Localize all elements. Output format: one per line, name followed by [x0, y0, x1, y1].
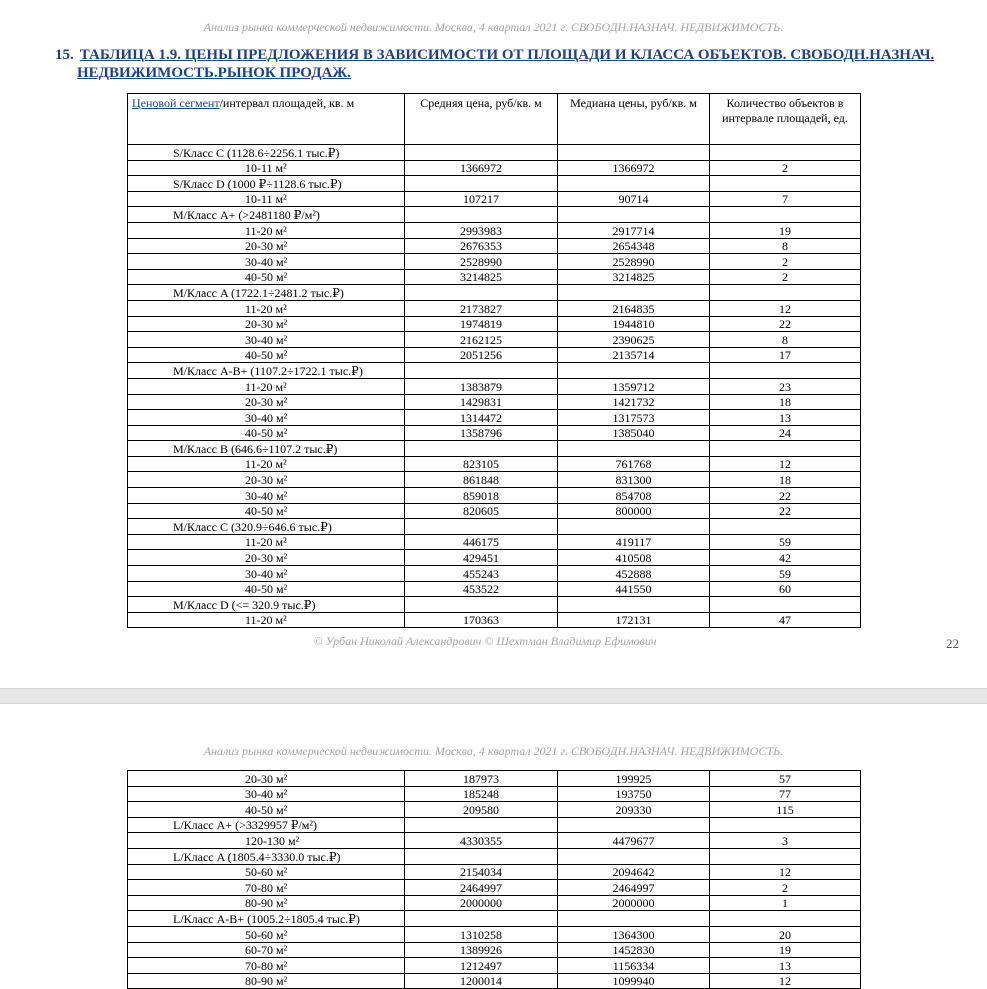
segment-label: L/Класс A (1805.4÷3330.0 тыс.₽) — [128, 848, 405, 864]
area-interval: 70-80 м² — [128, 958, 405, 974]
area-interval: 30-40 м² — [128, 488, 405, 504]
median-price-cell: 4479677 — [558, 833, 710, 849]
area-interval: 11-20 м² — [128, 534, 405, 550]
avg-price-cell — [405, 441, 558, 457]
avg-price-cell: 1212497 — [405, 958, 558, 974]
object-count-cell: 3 — [710, 833, 861, 849]
segment-label: S/Класс D (1000 ₽÷1128.6 тыс.₽) — [128, 176, 405, 192]
running-header: Анализ рынка коммерческой недвижимости. Москва, 4 квартал 2021 г. СВОБОДН.НАЗНАЧ. НЕДВИЖИМОСТЬ. — [203, 20, 784, 34]
object-count-cell: 57 — [710, 771, 861, 787]
avg-price-cell — [405, 817, 558, 833]
table-row — [128, 942, 861, 958]
table-row — [128, 973, 861, 989]
object-count-cell: 1 — [710, 895, 861, 911]
object-count-cell: 19 — [710, 942, 861, 958]
avg-price-cell: 2162125 — [405, 332, 558, 348]
table-row — [128, 222, 861, 238]
page-separator — [0, 688, 987, 704]
avg-price-cell: 859018 — [405, 488, 558, 504]
object-count-cell — [710, 597, 861, 613]
area-interval: 40-50 м² — [128, 347, 405, 363]
median-price-cell: 2654348 — [558, 238, 710, 254]
area-interval: 10-11 м² — [128, 191, 405, 207]
segment-group-row — [128, 145, 861, 161]
table-row — [128, 425, 861, 441]
header-median-price: Медиана цены, руб/кв. м — [558, 94, 710, 145]
area-interval: 11-20 м² — [128, 378, 405, 394]
object-count-cell: 12 — [710, 973, 861, 989]
object-count-cell: 2 — [710, 254, 861, 270]
area-interval: 30-40 м² — [128, 786, 405, 802]
median-price-cell: 854708 — [558, 488, 710, 504]
avg-price-cell: 2000000 — [405, 895, 558, 911]
table-row — [128, 160, 861, 176]
table-row — [128, 566, 861, 582]
median-price-cell: 761768 — [558, 456, 710, 472]
median-price-cell: 1385040 — [558, 425, 710, 441]
median-price-cell — [558, 441, 710, 457]
object-count-cell: 8 — [710, 238, 861, 254]
avg-price-cell: 2051256 — [405, 347, 558, 363]
object-count-cell: 12 — [710, 864, 861, 880]
area-interval: 20-30 м² — [128, 472, 405, 488]
avg-price-cell: 1366972 — [405, 160, 558, 176]
table-row — [128, 456, 861, 472]
object-count-cell — [710, 207, 861, 223]
area-interval: 30-40 м² — [128, 332, 405, 348]
area-interval: 30-40 м² — [128, 254, 405, 270]
table-row — [128, 503, 861, 519]
area-interval: 11-20 м² — [128, 456, 405, 472]
area-interval: 40-50 м² — [128, 425, 405, 441]
table-row — [128, 316, 861, 332]
avg-price-cell: 2676353 — [405, 238, 558, 254]
median-price-cell — [558, 817, 710, 833]
object-count-cell — [710, 176, 861, 192]
object-count-cell — [710, 817, 861, 833]
median-price-cell — [558, 519, 710, 535]
median-price-cell: 1944810 — [558, 316, 710, 332]
object-count-cell: 60 — [710, 581, 861, 597]
object-count-cell: 2 — [710, 880, 861, 896]
table-row — [128, 926, 861, 942]
median-price-cell: 209330 — [558, 802, 710, 818]
median-price-cell: 1156334 — [558, 958, 710, 974]
table-row — [128, 472, 861, 488]
object-count-cell: 13 — [710, 410, 861, 426]
header-avg-price: Средняя цена, руб/кв. м — [405, 94, 558, 145]
table-row — [128, 254, 861, 270]
object-count-cell: 77 — [710, 786, 861, 802]
header-object-count: Количество объектов в интервале площадей, ед. — [710, 94, 861, 145]
object-count-cell: 59 — [710, 566, 861, 582]
avg-price-cell: 1389926 — [405, 942, 558, 958]
median-price-cell — [558, 207, 710, 223]
avg-price-cell: 446175 — [405, 534, 558, 550]
median-price-cell: 1421732 — [558, 394, 710, 410]
median-price-cell: 3214825 — [558, 269, 710, 285]
table-header-row — [128, 94, 861, 145]
avg-price-cell: 185248 — [405, 786, 558, 802]
median-price-cell: 1359712 — [558, 378, 710, 394]
avg-price-cell — [405, 597, 558, 613]
table-row — [128, 238, 861, 254]
price-table-continued — [127, 770, 861, 989]
avg-price-cell: 2464997 — [405, 880, 558, 896]
object-count-cell: 2 — [710, 160, 861, 176]
object-count-cell: 59 — [710, 534, 861, 550]
avg-price-cell — [405, 207, 558, 223]
object-count-cell: 8 — [710, 332, 861, 348]
object-count-cell: 18 — [710, 394, 861, 410]
table-row — [128, 488, 861, 504]
object-count-cell — [710, 145, 861, 161]
median-price-cell: 1099940 — [558, 973, 710, 989]
segment-group-row — [128, 441, 861, 457]
median-price-cell — [558, 363, 710, 379]
median-price-cell — [558, 597, 710, 613]
avg-price-cell: 455243 — [405, 566, 558, 582]
median-price-cell — [558, 911, 710, 927]
object-count-cell: 24 — [710, 425, 861, 441]
area-interval: 80-90 м² — [128, 895, 405, 911]
segment-label: M/Класс C (320.9÷646.6 тыс.₽) — [128, 519, 405, 535]
object-count-cell: 17 — [710, 347, 861, 363]
table-row — [128, 300, 861, 316]
table-row — [128, 269, 861, 285]
table-row — [128, 880, 861, 896]
object-count-cell: 47 — [710, 612, 861, 628]
area-interval: 11-20 м² — [128, 222, 405, 238]
median-price-cell: 2135714 — [558, 347, 710, 363]
median-price-cell — [558, 176, 710, 192]
median-price-cell — [558, 145, 710, 161]
median-price-cell: 1366972 — [558, 160, 710, 176]
avg-price-cell: 1429831 — [405, 394, 558, 410]
avg-price-cell: 453522 — [405, 581, 558, 597]
object-count-cell — [710, 285, 861, 301]
table-heading — [55, 46, 935, 82]
page-number: 22 — [946, 636, 959, 651]
segment-group-row — [128, 848, 861, 864]
segment-group-row — [128, 285, 861, 301]
area-interval: 70-80 м² — [128, 880, 405, 896]
median-price-cell: 193750 — [558, 786, 710, 802]
table-row — [128, 833, 861, 849]
object-count-cell: 22 — [710, 316, 861, 332]
avg-price-cell: 429451 — [405, 550, 558, 566]
median-price-cell: 1317573 — [558, 410, 710, 426]
object-count-cell: 7 — [710, 191, 861, 207]
area-interval: 11-20 м² — [128, 612, 405, 628]
area-interval: 20-30 м² — [128, 771, 405, 787]
median-price-cell: 831300 — [558, 472, 710, 488]
median-price-cell: 90714 — [558, 191, 710, 207]
median-price-cell: 2917714 — [558, 222, 710, 238]
median-price-cell: 2094642 — [558, 864, 710, 880]
segment-group-row — [128, 597, 861, 613]
avg-price-cell — [405, 363, 558, 379]
price-table-body — [128, 145, 861, 628]
area-interval: 50-60 м² — [128, 926, 405, 942]
segment-group-row — [128, 207, 861, 223]
price-table — [127, 93, 861, 628]
heading-line-2: НЕДВИЖИМОСТЬ.РЫНОК ПРОДАЖ. — [77, 65, 351, 81]
table-row — [128, 958, 861, 974]
area-interval: 10-11 м² — [128, 160, 405, 176]
area-interval: 80-90 м² — [128, 973, 405, 989]
area-interval: 11-20 м² — [128, 300, 405, 316]
table-row — [128, 410, 861, 426]
median-price-cell: 1364300 — [558, 926, 710, 942]
avg-price-cell — [405, 911, 558, 927]
avg-price-cell: 2154034 — [405, 864, 558, 880]
heading-number: 15. — [55, 47, 74, 63]
area-interval: 20-30 м² — [128, 394, 405, 410]
area-interval: 40-50 м² — [128, 269, 405, 285]
median-price-cell: 2464997 — [558, 880, 710, 896]
table-row — [128, 581, 861, 597]
median-price-cell: 441550 — [558, 581, 710, 597]
object-count-cell: 23 — [710, 378, 861, 394]
table-row — [128, 394, 861, 410]
segment-group-row — [128, 911, 861, 927]
median-price-cell: 419117 — [558, 534, 710, 550]
avg-price-cell: 1974819 — [405, 316, 558, 332]
segment-group-row — [128, 817, 861, 833]
segment-label: L/Класс A+ (>3329957 ₽/м²) — [128, 817, 405, 833]
table-row — [128, 332, 861, 348]
area-interval: 30-40 м² — [128, 410, 405, 426]
median-price-cell: 2000000 — [558, 895, 710, 911]
table-row — [128, 771, 861, 787]
segment-group-row — [128, 363, 861, 379]
area-interval: 40-50 м² — [128, 581, 405, 597]
segment-label: M/Класс A (1722.1÷2481.2 тыс.₽) — [128, 285, 405, 301]
avg-price-cell: 209580 — [405, 802, 558, 818]
avg-price-cell: 1358796 — [405, 425, 558, 441]
avg-price-cell: 2528990 — [405, 254, 558, 270]
area-interval: 20-30 м² — [128, 238, 405, 254]
avg-price-cell — [405, 145, 558, 161]
avg-price-cell: 1200014 — [405, 973, 558, 989]
table-row — [128, 534, 861, 550]
avg-price-cell: 1310258 — [405, 926, 558, 942]
median-price-cell: 2528990 — [558, 254, 710, 270]
median-price-cell: 172131 — [558, 612, 710, 628]
median-price-cell: 199925 — [558, 771, 710, 787]
object-count-cell: 22 — [710, 503, 861, 519]
segment-group-row — [128, 519, 861, 535]
avg-price-cell: 170363 — [405, 612, 558, 628]
header-segment — [128, 94, 405, 145]
avg-price-cell: 2173827 — [405, 300, 558, 316]
table-row — [128, 550, 861, 566]
copyright-footer: © Урбан Николай Александрович © Шехтман Владимир Ефимович — [313, 634, 657, 648]
avg-price-cell — [405, 519, 558, 535]
object-count-cell: 42 — [710, 550, 861, 566]
avg-price-cell: 187973 — [405, 771, 558, 787]
avg-price-cell — [405, 285, 558, 301]
avg-price-cell: 823105 — [405, 456, 558, 472]
table-row — [128, 347, 861, 363]
table-row — [128, 895, 861, 911]
median-price-cell — [558, 285, 710, 301]
median-price-cell: 410508 — [558, 550, 710, 566]
median-price-cell: 2164835 — [558, 300, 710, 316]
area-interval: 60-70 м² — [128, 942, 405, 958]
avg-price-cell: 4330355 — [405, 833, 558, 849]
object-count-cell — [710, 911, 861, 927]
median-price-cell: 800000 — [558, 503, 710, 519]
avg-price-cell: 861848 — [405, 472, 558, 488]
table-row — [128, 864, 861, 880]
area-interval: 30-40 м² — [128, 566, 405, 582]
segment-label: S/Класс C (1128.6÷2256.1 тыс.₽) — [128, 145, 405, 161]
area-interval: 20-30 м² — [128, 316, 405, 332]
object-count-cell: 22 — [710, 488, 861, 504]
segment-label: L/Класс A-B+ (1005.2÷1805.4 тыс.₽) — [128, 911, 405, 927]
table-row — [128, 786, 861, 802]
median-price-cell — [558, 848, 710, 864]
object-count-cell: 2 — [710, 269, 861, 285]
object-count-cell: 18 — [710, 472, 861, 488]
avg-price-cell: 1383879 — [405, 378, 558, 394]
area-interval: 120-130 м² — [128, 833, 405, 849]
segment-label: M/Класс D (<= 320.9 тыс.₽) — [128, 597, 405, 613]
price-segment-link[interactable]: Ценовой сегмент — [132, 96, 220, 110]
median-price-cell: 1452830 — [558, 942, 710, 958]
area-interval: 50-60 м² — [128, 864, 405, 880]
object-count-cell: 12 — [710, 300, 861, 316]
table-row — [128, 378, 861, 394]
running-header-page-2: Анализ рынка коммерческой недвижимости. Москва, 4 квартал 2021 г. СВОБОДН.НАЗНАЧ. НЕДВИЖИМОСТЬ. — [203, 744, 784, 758]
price-table-continued-body — [128, 771, 861, 989]
table-row — [128, 612, 861, 628]
heading-line-1: ТАБЛИЦА 1.9. ЦЕНЫ ПРЕДЛОЖЕНИЯ В ЗАВИСИМОСТИ ОТ ПЛОЩАДИ И КЛАССА ОБЪЕКТОВ. СВОБОДН.НАЗНАЧ. — [79, 47, 935, 63]
object-count-cell: 12 — [710, 456, 861, 472]
avg-price-cell: 2993983 — [405, 222, 558, 238]
object-count-cell — [710, 848, 861, 864]
avg-price-cell — [405, 848, 558, 864]
object-count-cell: 20 — [710, 926, 861, 942]
segment-label: M/Класс A+ (>2481180 ₽/м²) — [128, 207, 405, 223]
avg-price-cell: 1314472 — [405, 410, 558, 426]
area-interval: 20-30 м² — [128, 550, 405, 566]
table-row — [128, 802, 861, 818]
median-price-cell: 452888 — [558, 566, 710, 582]
avg-price-cell: 820605 — [405, 503, 558, 519]
object-count-cell — [710, 519, 861, 535]
object-count-cell — [710, 441, 861, 457]
header-segment-rest: /интервал площадей, кв. м — [219, 96, 355, 110]
avg-price-cell: 3214825 — [405, 269, 558, 285]
object-count-cell: 13 — [710, 958, 861, 974]
table-row — [128, 191, 861, 207]
object-count-cell — [710, 363, 861, 379]
area-interval: 40-50 м² — [128, 503, 405, 519]
area-interval: 40-50 м² — [128, 802, 405, 818]
avg-price-cell: 107217 — [405, 191, 558, 207]
object-count-cell: 115 — [710, 802, 861, 818]
segment-group-row — [128, 176, 861, 192]
median-price-cell: 2390625 — [558, 332, 710, 348]
object-count-cell: 19 — [710, 222, 861, 238]
segment-label: M/Класс A-B+ (1107.2÷1722.1 тыс.₽) — [128, 363, 405, 379]
segment-label: M/Класс B (646.6÷1107.2 тыс.₽) — [128, 441, 405, 457]
avg-price-cell — [405, 176, 558, 192]
